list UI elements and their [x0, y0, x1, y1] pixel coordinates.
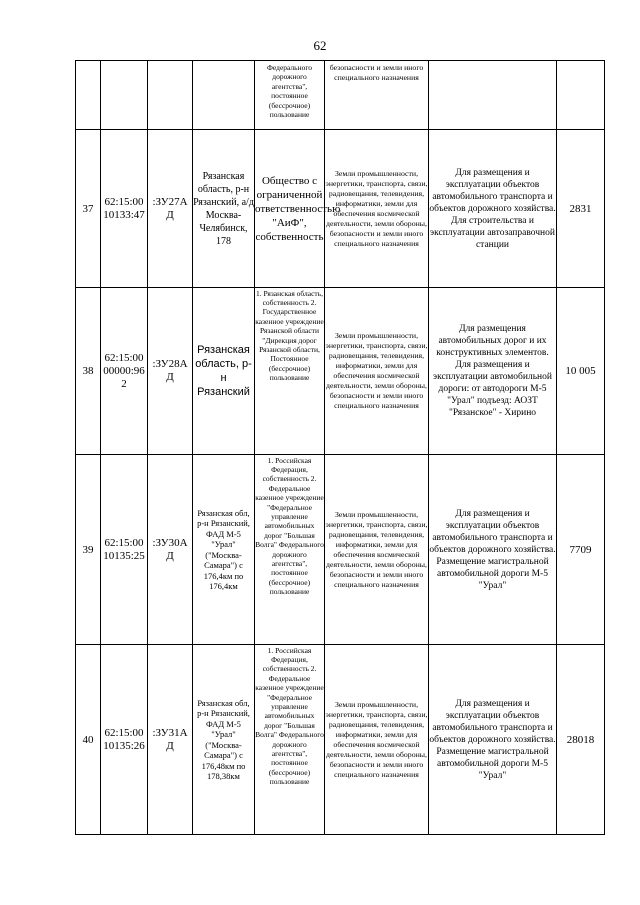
land-category-cell: Земли промышленности, энергетики, транспорта, связи, радиовещания, телевидения, информатики, земли для обеспечения космической деятельности, земли обороны, безопасности и земли иного специального назначения	[325, 645, 429, 835]
location-cell: Рязанская обл, р-н Рязанский, ФАД М-5 "Урал" ("Москва-Самара") с 176,48км по 178,38км	[193, 645, 255, 835]
area-cell	[557, 61, 605, 130]
zu-designation-cell: :ЗУ30А Д	[148, 455, 193, 645]
location-cell	[193, 61, 255, 130]
row-number-cell: 39	[76, 455, 101, 645]
land-category-cell: безопасности и земли иного специального назначения	[325, 61, 429, 130]
land-category-cell: Земли промышленности, энергетики, транспорта, связи, радиовещания, телевидения, информатики, земли для обеспечения космической деятельности, земли обороны, безопасности и земли иного специального назначения	[325, 288, 429, 455]
row-number-cell: 37	[76, 130, 101, 288]
land-category-cell: Земли промышленности, энергетики, транспорта, связи, радиовещания, телевидения, информатики, земли для обеспечения космической деятельности, земли обороны, безопасности и земли иного специального назначения	[325, 130, 429, 288]
permitted-use-cell: Для размещения и эксплуатации объектов автомобильного транспорта и объектов дорожного хозяйства. Размещение магистральной автомобильной дороги М-5 "Урал"	[429, 645, 557, 835]
page-number: 62	[313, 38, 327, 53]
cadastral-number-cell: 62:15:00 10135:26	[101, 645, 148, 835]
cadastral-number-cell: 62:15:00 10135:25	[101, 455, 148, 645]
area-cell: 2831	[557, 130, 605, 288]
owner-cell: 1. Российская Федерация, собственность 2. Федеральное казенное учреждение "Федеральное управление автомобильных дорог "Большая Волга" Федерального дорожного агентства", постоянное (бессрочное) пользование	[255, 455, 325, 645]
zu-designation-cell: :ЗУ28А Д	[148, 288, 193, 455]
land-category-cell: Земли промышленности, энергетики, транспорта, связи, радиовещания, телевидения, информатики, земли для обеспечения космической деятельности, земли обороны, безопасности и земли иного специального назначения	[325, 455, 429, 645]
row-number-cell	[76, 61, 101, 130]
area-cell: 28018	[557, 645, 605, 835]
owner-cell: 1. Российская Федерация, собственность 2. Федеральное казенное учреждение "Федеральное управление автомобильных дорог "Большая Волга" Федерального дорожного агентства", постоянное (бессрочное) пользование	[255, 645, 325, 835]
table-row	[76, 288, 605, 455]
row-number-cell: 38	[76, 288, 101, 455]
location-cell: Рязанская обл, р-н Рязанский, ФАД М-5 "Урал" ("Москва-Самара") с 176,4км по 176,4км	[193, 455, 255, 645]
table-row	[76, 645, 605, 835]
table-row	[76, 61, 605, 130]
owner-cell: Федерального дорожного агентства", постоянное (бессрочное) пользование	[255, 61, 325, 130]
area-cell: 10 005	[557, 288, 605, 455]
owner-cell: 1. Рязанская область, собственность 2. Государственное казенное учреждение Рязанской области "Дирекция дорог Рязанской области, Постоянное (бессрочное) пользование	[255, 288, 325, 455]
owner-cell: Общество с ограниченной ответственностью "АиФ", собственность	[255, 130, 325, 288]
cadastral-number-cell: 62:15:00 10133:47	[101, 130, 148, 288]
zu-designation-cell	[148, 61, 193, 130]
land-plots-table	[75, 60, 605, 835]
location-cell: Рязанская область, р-н Рязанский	[193, 288, 255, 455]
row-number-cell: 40	[76, 645, 101, 835]
cadastral-number-cell	[101, 61, 148, 130]
area-cell: 7709	[557, 455, 605, 645]
location-cell: Рязанская область, р-н Рязанский, а/д Москва-Челябинск, 178	[193, 130, 255, 288]
permitted-use-cell: Для размещения и эксплуатации объектов автомобильного транспорта и объектов дорожного хозяйства. Для строительства и эксплуатации автозаправочной станции	[429, 130, 557, 288]
table-row	[76, 130, 605, 288]
cadastral-number-cell: 62:15:00 00000:96 2	[101, 288, 148, 455]
permitted-use-cell	[429, 61, 557, 130]
permitted-use-cell: Для размещения и эксплуатации объектов автомобильного транспорта и объектов дорожного хозяйства. Размещение магистральной автомобильной дороги М-5 "Урал"	[429, 455, 557, 645]
zu-designation-cell: :ЗУ27А Д	[148, 130, 193, 288]
table-row	[76, 455, 605, 645]
zu-designation-cell: :ЗУ31А Д	[148, 645, 193, 835]
permitted-use-cell: Для размещения автомобильных дорог и их конструктивных элементов. Для размещения и эксплуатации автомобильной дороги: от автодороги М-5 "Урал" подъезд: АОЗТ "Рязанское" - Хирино	[429, 288, 557, 455]
